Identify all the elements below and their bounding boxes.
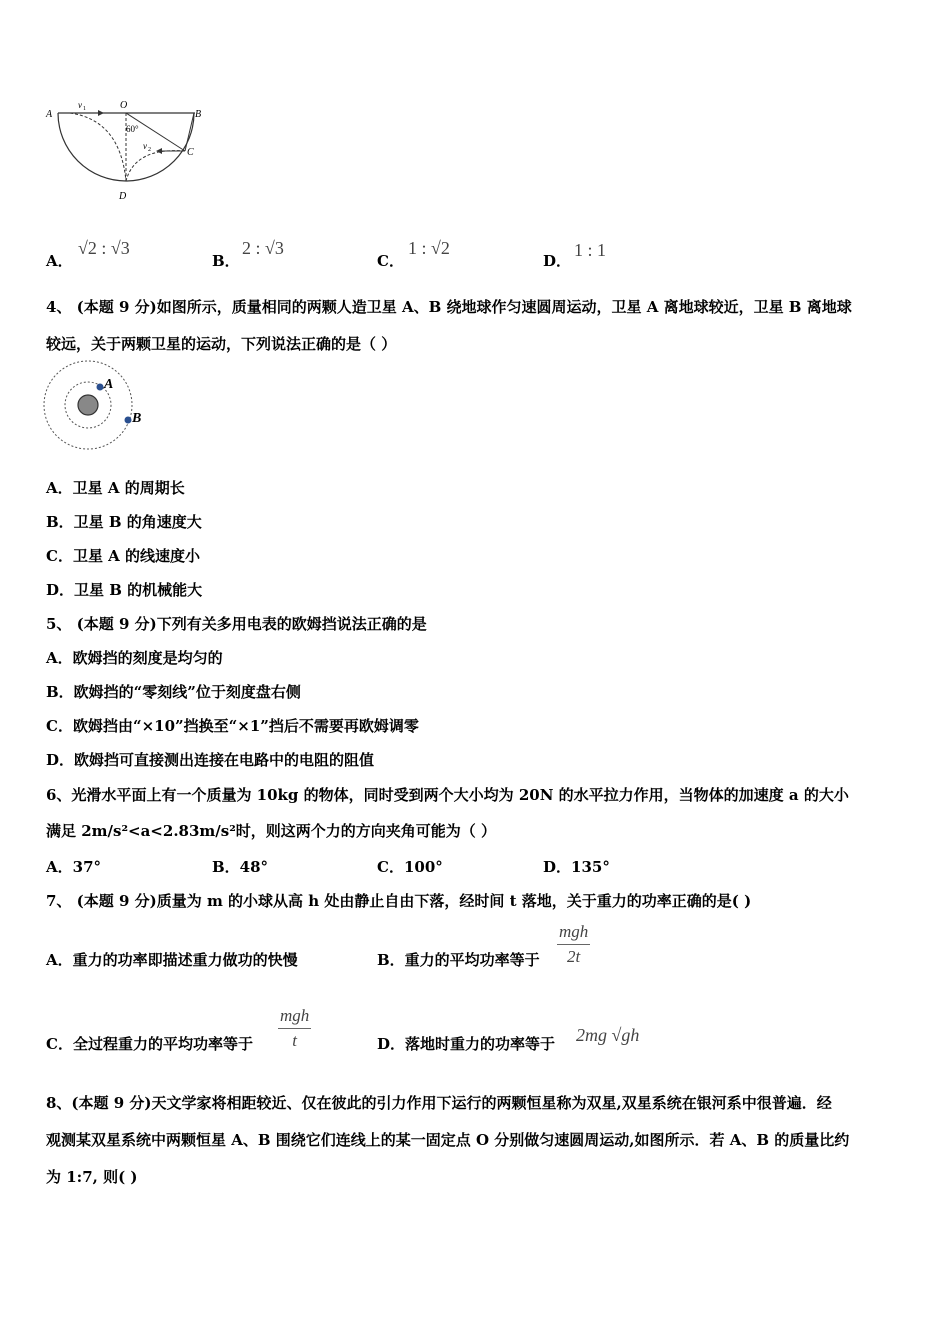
q3-option-c-value: 1 : √2 <box>408 238 450 258</box>
q4-option-a: A．卫星 A 的周期长 <box>46 479 185 497</box>
q7-option-c-denominator: t <box>292 1031 297 1050</box>
q4-option-c: C．卫星 A 的线速度小 <box>46 547 201 565</box>
satellite-a <box>97 384 104 391</box>
q3-option-d-label: D． <box>543 252 572 270</box>
label-d: D <box>119 191 127 202</box>
q4-stem-line1: 4、 (本题 9 分)如图所示，质量相同的两颗人造卫星 A、B 绕地球作匀速圆周运动，卫星 A 离地球较近，卫星 B 离地球 <box>46 298 852 316</box>
q7-option-c-fraction <box>278 1006 311 1051</box>
q3-option-a-label: A． <box>46 252 73 270</box>
q3-option-d-value: 1 : 1 <box>574 240 607 260</box>
q7-option-d-expression: 2mg √gh <box>576 1025 640 1045</box>
label-a: A <box>46 109 53 120</box>
q7-option-b-fraction <box>557 922 590 967</box>
q6-stem-line1: 6、光滑水平面上有一个质量为 10kg 的物体，同时受到两个大小均为 20N 的水平拉力作用，当物体的加速度 a 的大小 <box>46 786 849 804</box>
q5-option-b: B．欧姆挡的“零刻线”位于刻度盘右侧 <box>46 683 301 701</box>
q3-option-c-label: C． <box>377 252 404 270</box>
q4-option-d: D．卫星 B 的机械能大 <box>46 581 203 599</box>
q7-option-a: A．重力的功率即描述重力做功的快慢 <box>46 951 298 969</box>
q5-option-d: D．欧姆挡可直接测出连接在电路中的电阻的阻值 <box>46 751 375 769</box>
earth <box>78 395 98 415</box>
q3-option-b-label: B． <box>212 252 240 270</box>
q3-option-b-value: 2 : √3 <box>242 238 284 258</box>
q6-option-d: D．135° <box>543 858 610 876</box>
label-v2-sub: 2 <box>148 147 151 153</box>
hemisphere-figure <box>40 95 215 205</box>
q7-option-b-numerator: mgh <box>557 922 590 945</box>
q7-option-c: C．全过程重力的平均功率等于 <box>46 1035 253 1053</box>
satellite-b <box>125 417 132 424</box>
satellite-orbit-figure <box>40 360 160 452</box>
label-b: B <box>195 109 202 120</box>
arrowhead-v1 <box>98 110 104 116</box>
label-angle: 60° <box>126 124 139 134</box>
q8-stem-line1: 8、(本题 9 分)天文学家将相距较近、仅在彼此的引力作用下运行的两颗恒星称为双星,双星系统在银河系中很普遍．经 <box>46 1094 832 1112</box>
q7-option-b-denominator: 2t <box>567 947 581 966</box>
q6-stem-line2: 满足 2m/s²<a<2.83m/s²时，则这两个力的方向夹角可能为（ ） <box>46 822 497 840</box>
q7-option-b: B．重力的平均功率等于 <box>377 951 540 969</box>
q7-option-d: D．落地时重力的功率等于 <box>377 1035 556 1053</box>
q4-option-b: B．卫星 B 的角速度大 <box>46 513 202 531</box>
label-o: O <box>120 100 128 111</box>
q5-stem: 5、 (本题 9 分)下列有关多用电表的欧姆挡说法正确的是 <box>46 615 427 633</box>
label-sat-a: A <box>104 377 114 392</box>
q5-option-c: C．欧姆挡由“×10”挡换至“×1”挡后不需要再欧姆调零 <box>46 717 419 735</box>
q6-option-b: B．48° <box>212 858 269 876</box>
label-v1-sub: 1 <box>83 106 86 112</box>
arrowhead-v2 <box>156 148 162 154</box>
q8-stem-line3: 为 1:7, 则( ) <box>46 1168 138 1186</box>
label-v1: v <box>78 100 82 110</box>
q6-option-a: A．37° <box>46 858 102 876</box>
label-sat-b: B <box>132 411 142 426</box>
q8-stem-line2: 观测某双星系统中两颗恒星 A、B 围绕它们连线上的某一固定点 O 分别做匀速圆周运动,如图所示．若 A、B 的质量比约 <box>46 1131 850 1149</box>
trajectory-1 <box>70 113 126 181</box>
q4-stem-line2: 较远，关于两颗卫星的运动，下列说法正确的是（ ） <box>46 335 397 353</box>
q6-option-c: C．100° <box>377 858 443 876</box>
q5-option-a: A．欧姆挡的刻度是均匀的 <box>46 649 223 667</box>
q7-stem: 7、 (本题 9 分)质量为 m 的小球从高 h 处由静止自由下落，经时间 t 落地，关于重力的功率正确的是( ) <box>46 892 752 910</box>
q3-option-a-value: √2 : √3 <box>78 238 130 258</box>
q7-option-c-numerator: mgh <box>278 1006 311 1029</box>
chord-bc <box>185 113 194 151</box>
trajectory-2 <box>126 151 185 181</box>
label-c: C <box>187 147 194 158</box>
label-v2: v <box>143 141 147 151</box>
